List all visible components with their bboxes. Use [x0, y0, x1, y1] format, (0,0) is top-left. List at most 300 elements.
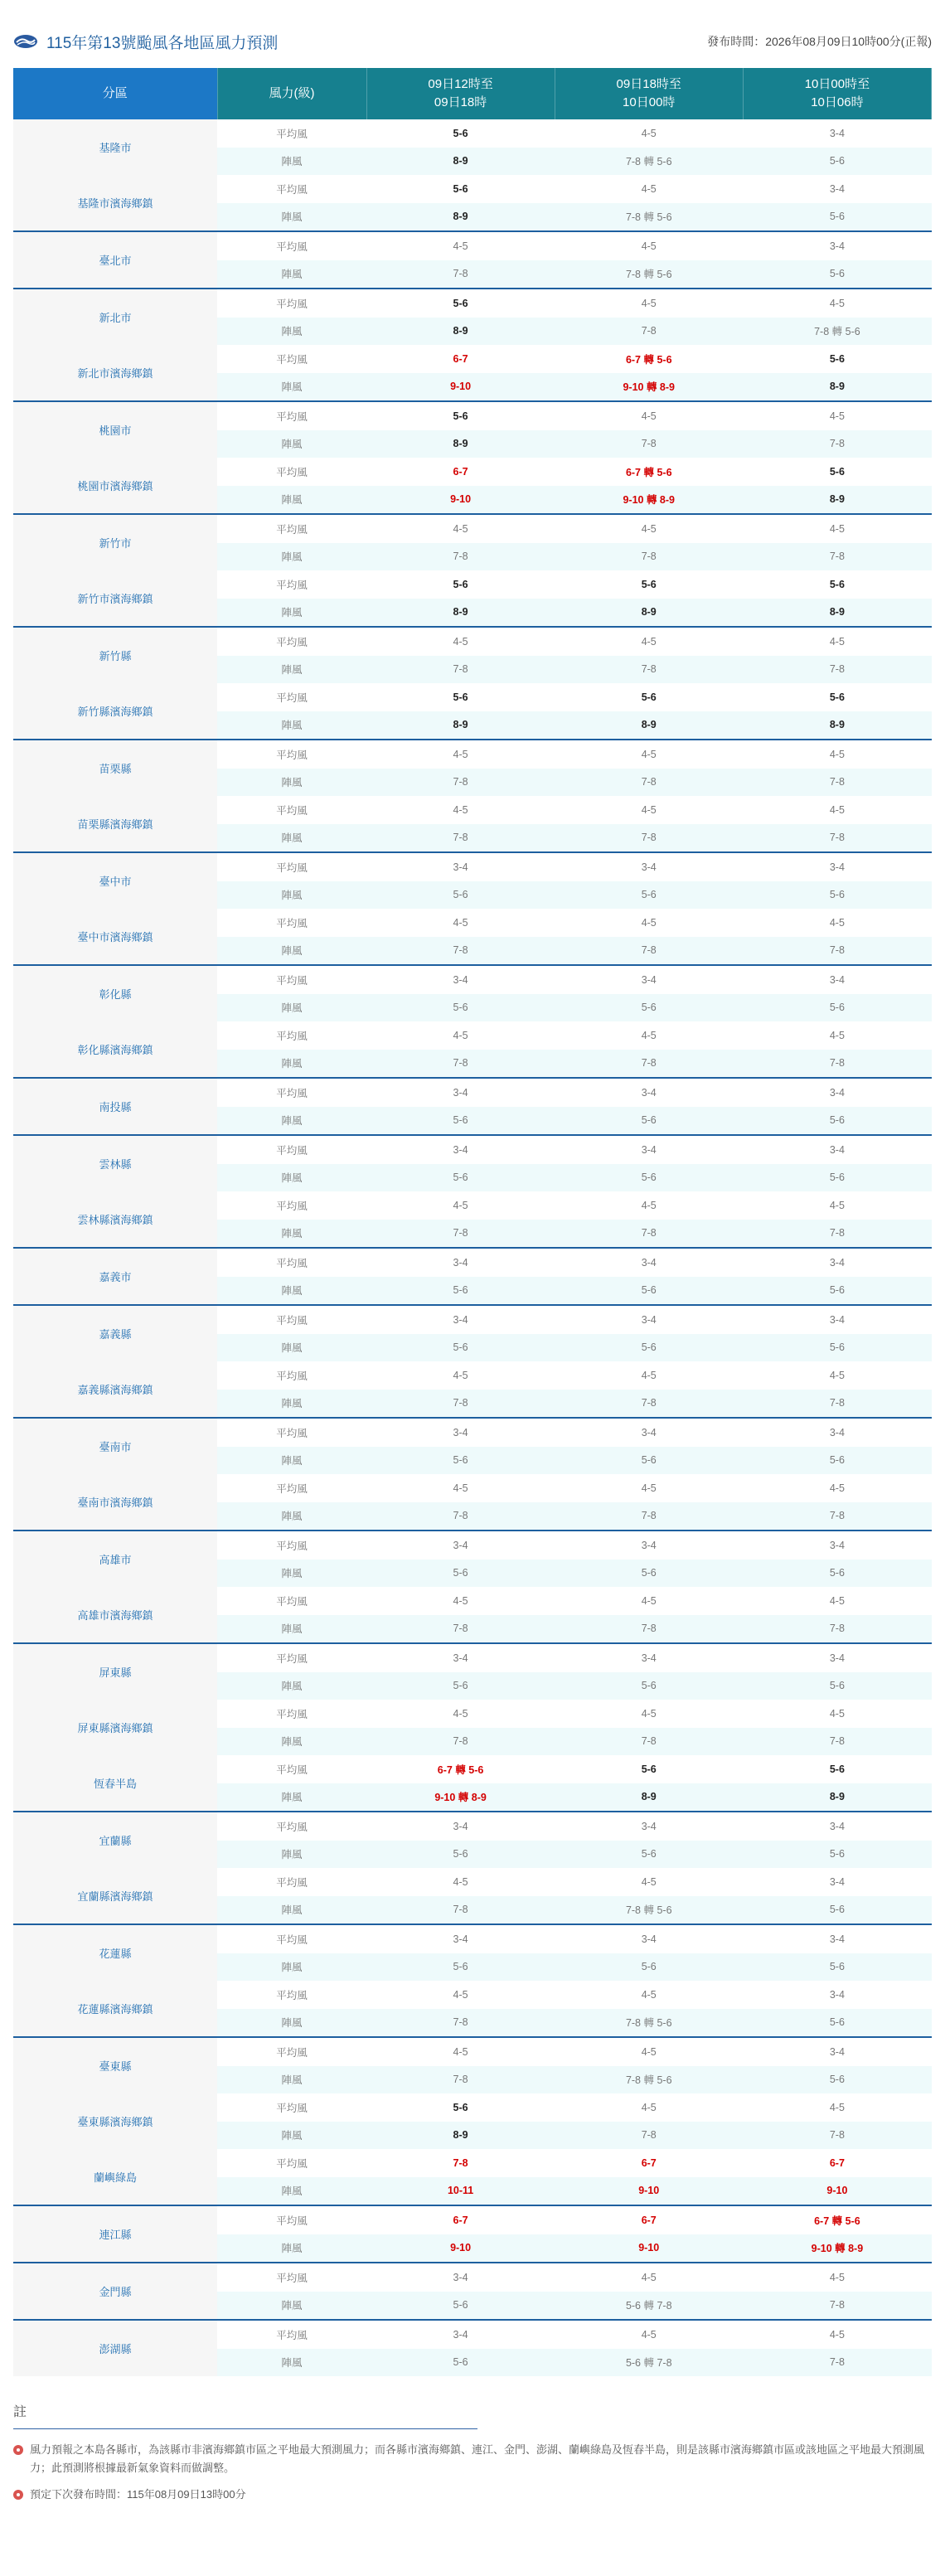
wind-value-period-1: 7-8	[366, 2009, 555, 2038]
avg-wind-label: 平均風	[217, 1755, 366, 1783]
wind-value-period-2: 4-5	[555, 289, 743, 318]
area-name: 基隆市	[13, 119, 217, 175]
header-period-3-line1: 10日00時至	[804, 77, 870, 91]
gust-wind-label: 陣風	[217, 656, 366, 684]
gust-wind-label: 陣風	[217, 1953, 366, 1982]
area-name: 桃園市	[13, 401, 217, 458]
wind-value-period-1: 3-4	[366, 1531, 555, 1560]
wind-value-period-3: 3-4	[743, 1812, 931, 1841]
wind-value-period-3: 3-4	[743, 1643, 931, 1672]
avg-wind-label: 平均風	[217, 1924, 366, 1953]
wind-value-period-2: 5-6	[555, 1560, 743, 1588]
wind-value-period-1: 4-5	[366, 627, 555, 656]
wind-value-period-1: 3-4	[366, 1078, 555, 1107]
wind-value-period-2: 4-5	[555, 796, 743, 824]
wind-value-period-2: 4-5	[555, 740, 743, 769]
wind-value-period-3: 7-8	[743, 656, 931, 684]
wind-value-period-1: 7-8	[366, 1896, 555, 1925]
wind-value-period-2: 9-10 轉 8-9	[555, 486, 743, 515]
wind-value-period-1: 8-9	[366, 148, 555, 176]
area-name: 屏東縣	[13, 1643, 217, 1700]
wind-value-period-2: 7-8	[555, 656, 743, 684]
wind-value-period-2: 5-6	[555, 1672, 743, 1700]
wind-value-period-2: 3-4	[555, 1305, 743, 1334]
table-row	[13, 401, 932, 430]
wind-value-period-3: 3-4	[743, 965, 931, 994]
table-row	[13, 965, 932, 994]
wind-value-period-1: 3-4	[366, 2320, 555, 2349]
wind-value-period-3: 3-4	[743, 1418, 931, 1447]
area-name: 連江縣	[13, 2205, 217, 2263]
note-text: 預定下次發布時間：115年08月09日13時00分	[30, 2488, 246, 2501]
wind-value-period-3: 7-8	[743, 1502, 931, 1531]
wind-value-period-1: 5-6	[366, 683, 555, 711]
page-header	[13, 25, 932, 58]
wind-value-period-2: 4-5	[555, 2263, 743, 2292]
notes-title: 註	[13, 2401, 477, 2429]
wind-value-period-2: 7-8	[555, 1050, 743, 1079]
wind-value-period-2: 6-7 轉 5-6	[555, 345, 743, 373]
wind-value-period-3: 3-4	[743, 1981, 931, 2009]
header-period-3	[743, 68, 931, 119]
wind-value-period-3: 5-6	[743, 570, 931, 599]
area-name: 新北市濱海鄉鎮	[13, 345, 217, 401]
wind-value-period-2: 6-7	[555, 2205, 743, 2234]
wind-value-period-3: 5-6	[743, 1841, 931, 1869]
wind-value-period-2: 3-4	[555, 1643, 743, 1672]
wind-value-period-3: 4-5	[743, 1587, 931, 1615]
gust-wind-label: 陣風	[217, 1220, 366, 1249]
wind-value-period-3: 5-6	[743, 1896, 931, 1925]
wind-value-period-2: 7-8 轉 5-6	[555, 2066, 743, 2094]
area-name: 苗栗縣濱海鄉鎮	[13, 796, 217, 852]
avg-wind-label: 平均風	[217, 345, 366, 373]
wind-value-period-2: 5-6	[555, 1447, 743, 1475]
wind-value-period-2: 5-6	[555, 881, 743, 910]
table-row	[13, 231, 932, 260]
wind-value-period-2: 4-5	[555, 2093, 743, 2122]
table-row	[13, 1135, 932, 1164]
wind-value-period-3: 4-5	[743, 401, 931, 430]
wind-value-period-3: 7-8	[743, 1050, 931, 1079]
wind-value-period-3: 7-8	[743, 2292, 931, 2321]
wind-value-period-1: 6-7	[366, 458, 555, 486]
wind-value-period-3: 7-8	[743, 824, 931, 853]
wind-value-period-1: 7-8	[366, 937, 555, 966]
wind-value-period-2: 4-5	[555, 514, 743, 543]
wind-value-period-2: 7-8	[555, 769, 743, 797]
area-name: 雲林縣	[13, 1135, 217, 1191]
wind-value-period-2: 5-6	[555, 683, 743, 711]
wind-value-period-2: 9-10 轉 8-9	[555, 373, 743, 402]
wind-value-period-1: 9-10	[366, 2234, 555, 2263]
wind-value-period-1: 7-8	[366, 2066, 555, 2094]
gust-wind-label: 陣風	[217, 1672, 366, 1700]
wind-value-period-1: 5-6	[366, 570, 555, 599]
wind-value-period-1: 4-5	[366, 231, 555, 260]
wind-value-period-1: 7-8	[366, 1615, 555, 1644]
table-row	[13, 1474, 932, 1502]
wind-value-period-1: 3-4	[366, 965, 555, 994]
wind-value-period-3: 5-6	[743, 148, 931, 176]
wind-value-period-1: 3-4	[366, 1305, 555, 1334]
area-name: 澎湖縣	[13, 2320, 217, 2376]
wind-value-period-2: 3-4	[555, 965, 743, 994]
area-name: 新竹市	[13, 514, 217, 570]
area-name: 臺南市	[13, 1418, 217, 1474]
gust-wind-label: 陣風	[217, 1728, 366, 1756]
wind-value-period-1: 4-5	[366, 1981, 555, 2009]
avg-wind-label: 平均風	[217, 2093, 366, 2122]
wind-value-period-3: 5-6	[743, 2009, 931, 2038]
header-period-2	[555, 68, 743, 119]
wind-value-period-3: 7-8	[743, 937, 931, 966]
table-row	[13, 796, 932, 824]
avg-wind-label: 平均風	[217, 1531, 366, 1560]
wind-value-period-3: 8-9	[743, 599, 931, 628]
wind-value-period-2: 4-5	[555, 1474, 743, 1502]
area-name: 桃園市濱海鄉鎮	[13, 458, 217, 514]
wind-value-period-2: 4-5	[555, 627, 743, 656]
wind-value-period-1: 5-6	[366, 289, 555, 318]
wind-value-period-2: 3-4	[555, 1531, 743, 1560]
header-period-1-line2: 09日18時	[434, 95, 487, 109]
table-row	[13, 570, 932, 599]
avg-wind-label: 平均風	[217, 514, 366, 543]
avg-wind-label: 平均風	[217, 683, 366, 711]
table-row	[13, 175, 932, 203]
gust-wind-label: 陣風	[217, 318, 366, 346]
wind-value-period-1: 7-8	[366, 1502, 555, 1531]
area-name: 宜蘭縣	[13, 1812, 217, 1868]
wind-value-period-3: 3-4	[743, 1868, 931, 1896]
gust-wind-label: 陣風	[217, 373, 366, 402]
wind-value-period-1: 4-5	[366, 1191, 555, 1220]
wind-value-period-1: 7-8	[366, 260, 555, 289]
area-name: 南投縣	[13, 1078, 217, 1135]
table-header-row	[13, 68, 932, 119]
wind-value-period-3: 5-6	[743, 345, 931, 373]
wind-value-period-1: 4-5	[366, 1474, 555, 1502]
area-name: 高雄市濱海鄉鎮	[13, 1587, 217, 1643]
table-row	[13, 909, 932, 937]
wind-value-period-2: 7-8	[555, 1728, 743, 1756]
gust-wind-label: 陣風	[217, 824, 366, 853]
wind-value-period-3: 4-5	[743, 2320, 931, 2349]
wind-value-period-1: 10-11	[366, 2177, 555, 2206]
wind-value-period-3: 3-4	[743, 1078, 931, 1107]
wind-value-period-3: 7-8 轉 5-6	[743, 318, 931, 346]
wind-value-period-2: 5-6	[555, 994, 743, 1022]
wind-value-period-3: 5-6	[743, 1164, 931, 1192]
wind-value-period-2: 7-8	[555, 2122, 743, 2150]
avg-wind-label: 平均風	[217, 1305, 366, 1334]
gust-wind-label: 陣風	[217, 711, 366, 740]
avg-wind-label: 平均風	[217, 175, 366, 203]
wind-value-period-2: 5-6	[555, 1755, 743, 1783]
table-row	[13, 1361, 932, 1390]
wind-value-period-3: 5-6	[743, 1277, 931, 1306]
wind-value-period-3: 7-8	[743, 430, 931, 458]
wind-value-period-2: 4-5	[555, 401, 743, 430]
wind-value-period-3: 4-5	[743, 1474, 931, 1502]
wind-value-period-3: 5-6	[743, 2066, 931, 2094]
wind-value-period-3: 5-6	[743, 203, 931, 232]
wind-value-period-3: 8-9	[743, 486, 931, 515]
gust-wind-label: 陣風	[217, 1050, 366, 1079]
wind-value-period-2: 7-8	[555, 824, 743, 853]
wind-value-period-2: 7-8 轉 5-6	[555, 1896, 743, 1925]
wind-value-period-1: 5-6	[366, 119, 555, 148]
wind-value-period-1: 7-8	[366, 769, 555, 797]
table-row	[13, 2149, 932, 2177]
wind-value-period-3: 4-5	[743, 627, 931, 656]
wind-value-period-3: 4-5	[743, 2263, 931, 2292]
wind-value-period-2: 4-5	[555, 909, 743, 937]
wind-value-period-1: 5-6	[366, 1334, 555, 1362]
area-name: 蘭嶼綠島	[13, 2149, 217, 2205]
wind-value-period-2: 4-5	[555, 2320, 743, 2349]
wind-value-period-2: 7-8	[555, 318, 743, 346]
wind-value-period-2: 7-8	[555, 1502, 743, 1531]
wind-value-period-3: 6-7	[743, 2149, 931, 2177]
wind-value-period-1: 5-6	[366, 994, 555, 1022]
gust-wind-label: 陣風	[217, 2122, 366, 2150]
wind-value-period-1: 7-8	[366, 1390, 555, 1419]
wind-value-period-3: 9-10	[743, 2177, 931, 2206]
area-name: 花蓮縣	[13, 1924, 217, 1981]
avg-wind-label: 平均風	[217, 1135, 366, 1164]
table-row	[13, 345, 932, 373]
table-row	[13, 1981, 932, 2009]
wind-value-period-2: 4-5	[555, 231, 743, 260]
note-text: 風力預報之本島各縣市，為該縣市非濱海鄉鎮市區之平地最大預測風力；而各縣市濱海鄉鎮、連江、金門、澎湖、蘭嶼綠島及恆春半島，則是該縣市濱海鄉鎮市區或該地區之平地最大預測風力；此預測將根據最新氣象資料而做調整。	[30, 2443, 925, 2474]
wind-value-period-2: 7-8	[555, 1390, 743, 1419]
wind-value-period-1: 4-5	[366, 1700, 555, 1728]
table-row	[13, 1755, 932, 1783]
wind-value-period-3: 5-6	[743, 1447, 931, 1475]
wind-value-period-3: 3-4	[743, 1924, 931, 1953]
gust-wind-label: 陣風	[217, 1334, 366, 1362]
wind-value-period-2: 5-6	[555, 1277, 743, 1306]
wind-value-period-3: 9-10 轉 8-9	[743, 2234, 931, 2263]
wind-value-period-3: 3-4	[743, 2037, 931, 2066]
avg-wind-label: 平均風	[217, 119, 366, 148]
wind-value-period-3: 5-6	[743, 1107, 931, 1136]
table-row	[13, 852, 932, 881]
wind-value-period-1: 3-4	[366, 852, 555, 881]
avg-wind-label: 平均風	[217, 231, 366, 260]
wind-value-period-1: 7-8	[366, 1220, 555, 1249]
area-name: 嘉義市	[13, 1248, 217, 1305]
avg-wind-label: 平均風	[217, 1418, 366, 1447]
avg-wind-label: 平均風	[217, 1981, 366, 2009]
avg-wind-label: 平均風	[217, 1248, 366, 1277]
wind-value-period-3: 3-4	[743, 119, 931, 148]
table-row	[13, 2263, 932, 2292]
wind-forecast-table	[13, 68, 932, 2376]
wind-value-period-1: 3-4	[366, 1135, 555, 1164]
area-name: 高雄市	[13, 1531, 217, 1587]
gust-wind-label: 陣風	[217, 1164, 366, 1192]
area-name: 臺東縣	[13, 2037, 217, 2093]
wind-value-period-3: 5-6	[743, 1953, 931, 1982]
wind-value-period-2: 5-6	[555, 1953, 743, 1982]
wind-value-period-3: 8-9	[743, 373, 931, 402]
avg-wind-label: 平均風	[217, 570, 366, 599]
gust-wind-label: 陣風	[217, 2009, 366, 2038]
table-row	[13, 2205, 932, 2234]
wind-value-period-1: 5-6	[366, 1672, 555, 1700]
avg-wind-label: 平均風	[217, 1191, 366, 1220]
wind-value-period-1: 5-6	[366, 1841, 555, 1869]
wind-value-period-1: 4-5	[366, 514, 555, 543]
wind-value-period-3: 8-9	[743, 1783, 931, 1812]
avg-wind-label: 平均風	[217, 1868, 366, 1896]
wind-value-period-1: 3-4	[366, 1418, 555, 1447]
gust-wind-label: 陣風	[217, 430, 366, 458]
gust-wind-label: 陣風	[217, 203, 366, 232]
wind-value-period-1: 5-6	[366, 2292, 555, 2321]
bullet-icon	[13, 2445, 23, 2455]
wind-value-period-1: 3-4	[366, 1812, 555, 1841]
table-row	[13, 1078, 932, 1107]
area-name: 嘉義縣濱海鄉鎮	[13, 1361, 217, 1418]
wind-value-period-3: 3-4	[743, 1135, 931, 1164]
wind-value-period-3: 4-5	[743, 1191, 931, 1220]
table-row	[13, 2093, 932, 2122]
table-row	[13, 119, 932, 148]
gust-wind-label: 陣風	[217, 1447, 366, 1475]
wind-value-period-2: 6-7 轉 5-6	[555, 458, 743, 486]
wind-value-period-2: 4-5	[555, 1361, 743, 1390]
table-row	[13, 1418, 932, 1447]
wind-value-period-2: 7-8 轉 5-6	[555, 203, 743, 232]
gust-wind-label: 陣風	[217, 148, 366, 176]
gust-wind-label: 陣風	[217, 1896, 366, 1925]
issue-time: 發布時間：2026年08月09日10時00分(正報)	[707, 35, 932, 48]
gust-wind-label: 陣風	[217, 2066, 366, 2094]
wind-value-period-3: 5-6	[743, 994, 931, 1022]
wind-value-period-1: 5-6	[366, 1560, 555, 1588]
wind-value-period-1: 6-7	[366, 345, 555, 373]
avg-wind-label: 平均風	[217, 289, 366, 318]
table-row	[13, 1812, 932, 1841]
table-row	[13, 683, 932, 711]
gust-wind-label: 陣風	[217, 769, 366, 797]
avg-wind-label: 平均風	[217, 1474, 366, 1502]
wind-value-period-2: 8-9	[555, 1783, 743, 1812]
avg-wind-label: 平均風	[217, 1812, 366, 1841]
table-row	[13, 1643, 932, 1672]
area-name: 彰化縣	[13, 965, 217, 1021]
wind-value-period-3: 4-5	[743, 289, 931, 318]
wind-value-period-2: 5-6 轉 7-8	[555, 2349, 743, 2377]
wind-value-period-3: 5-6	[743, 1755, 931, 1783]
wind-value-period-1: 9-10	[366, 486, 555, 515]
area-name: 新竹縣	[13, 627, 217, 683]
wind-value-period-3: 7-8	[743, 1728, 931, 1756]
wind-value-period-1: 5-6	[366, 2349, 555, 2377]
wind-value-period-2: 3-4	[555, 852, 743, 881]
wind-value-period-2: 4-5	[555, 1981, 743, 2009]
header-period-1-line1: 09日12時至	[428, 77, 493, 91]
wind-value-period-2: 7-8	[555, 937, 743, 966]
area-name: 恆春半島	[13, 1755, 217, 1812]
avg-wind-label: 平均風	[217, 627, 366, 656]
gust-wind-label: 陣風	[217, 1783, 366, 1812]
area-name: 臺中市濱海鄉鎮	[13, 909, 217, 965]
wind-value-period-1: 9-10	[366, 373, 555, 402]
area-name: 苗栗縣	[13, 740, 217, 796]
wind-value-period-2: 3-4	[555, 1418, 743, 1447]
wind-value-period-2: 4-5	[555, 1587, 743, 1615]
avg-wind-label: 平均風	[217, 1643, 366, 1672]
table-row	[13, 1700, 932, 1728]
avg-wind-label: 平均風	[217, 2149, 366, 2177]
wind-value-period-2: 4-5	[555, 119, 743, 148]
header-period-2-line2: 10日00時	[623, 95, 676, 109]
avg-wind-label: 平均風	[217, 1361, 366, 1390]
wind-value-period-1: 7-8	[366, 1728, 555, 1756]
wind-value-period-3: 3-4	[743, 852, 931, 881]
area-name: 新北市	[13, 289, 217, 345]
area-name: 新竹縣濱海鄉鎮	[13, 683, 217, 740]
title-wrap	[13, 31, 278, 53]
wind-value-period-1: 8-9	[366, 430, 555, 458]
avg-wind-label: 平均風	[217, 1700, 366, 1728]
wind-value-period-3: 4-5	[743, 1361, 931, 1390]
wind-value-period-1: 4-5	[366, 1587, 555, 1615]
wind-value-period-3: 5-6	[743, 1560, 931, 1588]
note-item	[13, 2486, 932, 2504]
avg-wind-label: 平均風	[217, 965, 366, 994]
wind-value-period-1: 7-8	[366, 824, 555, 853]
bullet-icon	[13, 2490, 23, 2500]
table-body	[13, 119, 932, 2376]
wind-value-period-1: 4-5	[366, 1868, 555, 1896]
area-name: 臺東縣濱海鄉鎮	[13, 2093, 217, 2149]
gust-wind-label: 陣風	[217, 1277, 366, 1306]
table-row	[13, 1868, 932, 1896]
wind-value-period-3: 3-4	[743, 231, 931, 260]
wind-value-period-3: 4-5	[743, 514, 931, 543]
wind-value-period-1: 8-9	[366, 2122, 555, 2150]
gust-wind-label: 陣風	[217, 881, 366, 910]
wind-value-period-2: 3-4	[555, 1078, 743, 1107]
wind-value-period-1: 4-5	[366, 740, 555, 769]
wind-value-period-3: 4-5	[743, 1700, 931, 1728]
wind-value-period-3: 7-8	[743, 2349, 931, 2377]
wind-value-period-1: 4-5	[366, 909, 555, 937]
wind-value-period-2: 7-8	[555, 543, 743, 571]
wind-value-period-1: 6-7	[366, 2205, 555, 2234]
gust-wind-label: 陣風	[217, 2292, 366, 2321]
wind-value-period-1: 3-4	[366, 1643, 555, 1672]
table-row	[13, 627, 932, 656]
area-name: 臺中市	[13, 852, 217, 909]
avg-wind-label: 平均風	[217, 458, 366, 486]
area-name: 彰化縣濱海鄉鎮	[13, 1021, 217, 1078]
wind-value-period-2: 4-5	[555, 175, 743, 203]
gust-wind-label: 陣風	[217, 1390, 366, 1419]
wind-value-period-1: 5-6	[366, 1953, 555, 1982]
wind-value-period-1: 5-6	[366, 881, 555, 910]
wind-value-period-1: 5-6	[366, 2093, 555, 2122]
avg-wind-label: 平均風	[217, 1021, 366, 1050]
wind-value-period-2: 7-8	[555, 1220, 743, 1249]
avg-wind-label: 平均風	[217, 2205, 366, 2234]
